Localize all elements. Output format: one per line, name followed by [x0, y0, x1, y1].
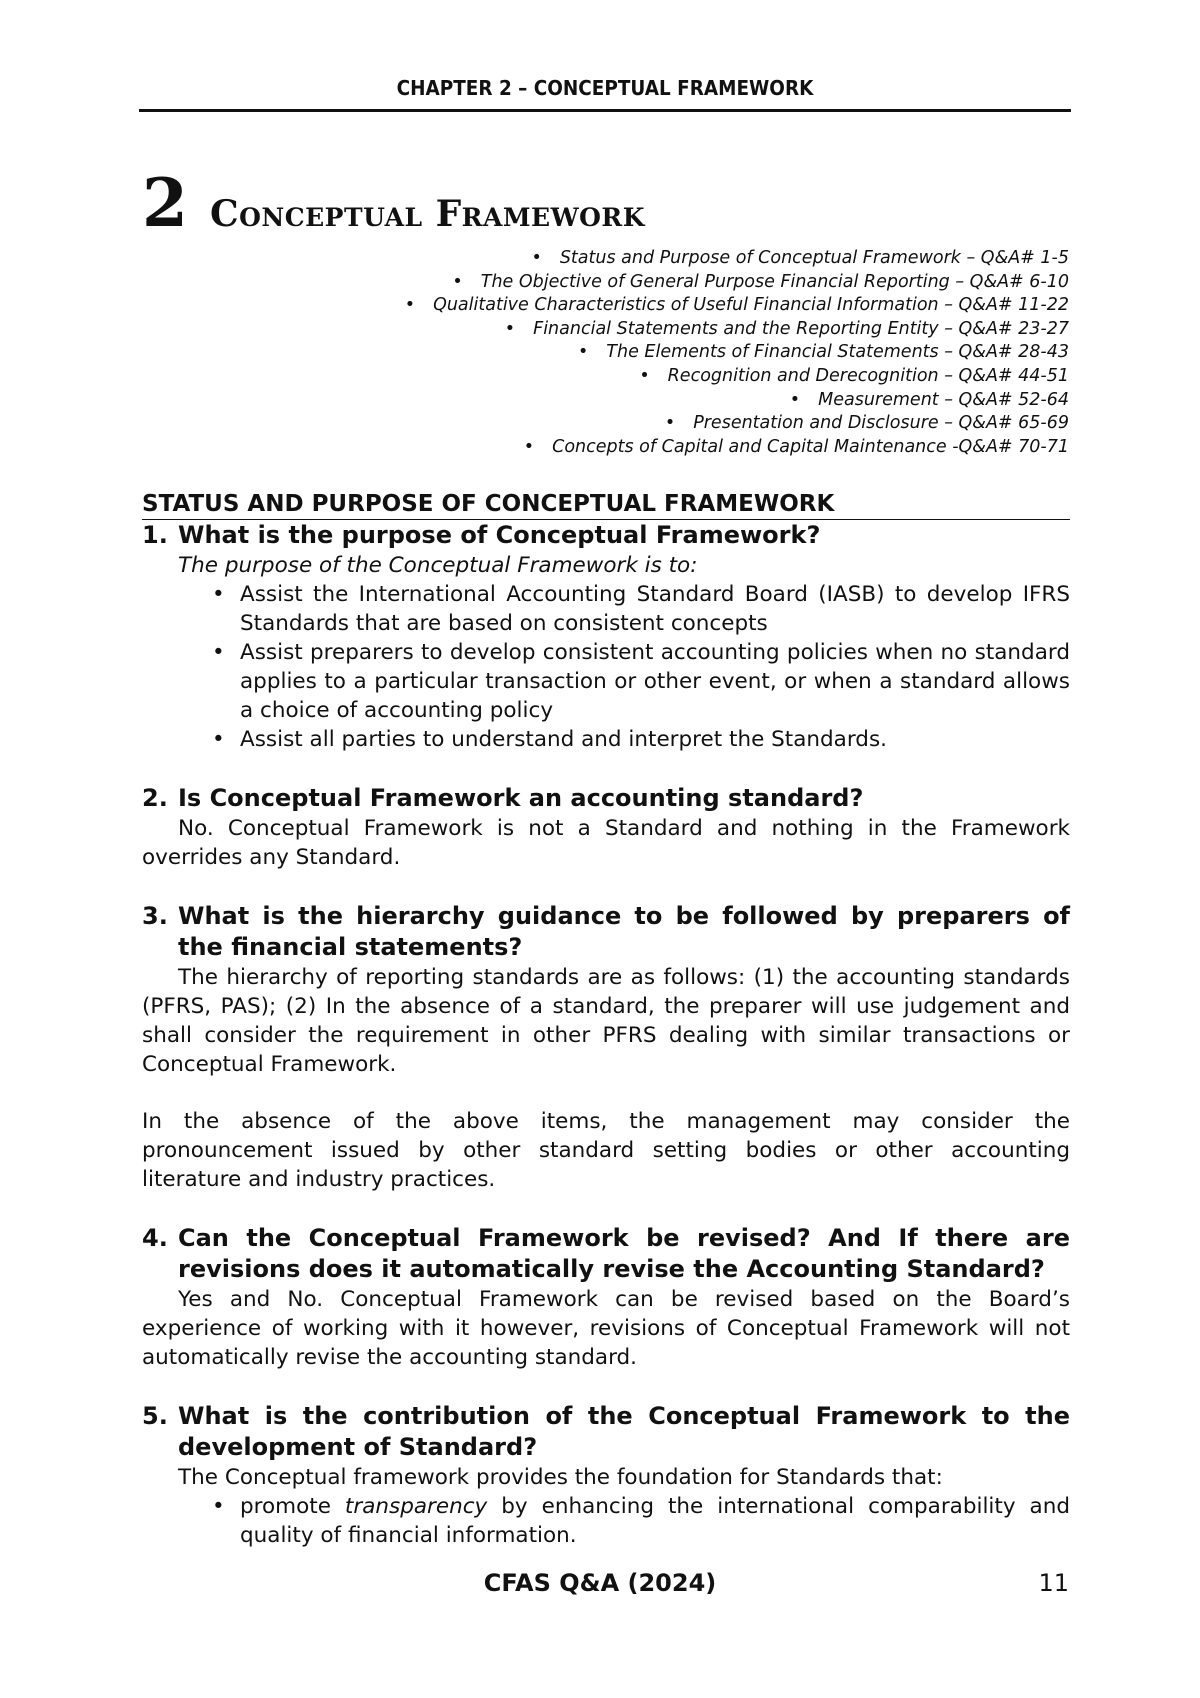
topic-item: • Recognition and Derecognition – Q&A# 44-51 — [639, 365, 1069, 386]
topic-item: • Qualitative Characteristics of Useful Financial Information – Q&A# 11-22 — [404, 295, 1069, 316]
answer-bullets — [212, 580, 1070, 754]
question-heading — [142, 783, 1070, 814]
answer-intro: The purpose of the Conceptual Framework is to: — [178, 553, 698, 578]
list-item: • Assist preparers to develop consistent accounting policies when no standard applies to a particular transaction or other event, or when a standard allows a choice of accounting policy — [212, 638, 1070, 725]
topic-item: • Concepts of Capital and Capital Maintenance -Q&A# 70-71 — [523, 436, 1069, 457]
answer-paragraph: In the absence of the above items, the management may consider the pronouncement issued by other standard setting bodies or other accounting literature and industry practices. — [142, 1109, 1070, 1192]
bullet-icon: • — [404, 295, 416, 316]
bullet-icon: • — [523, 436, 535, 457]
bullet-icon: • — [664, 413, 676, 434]
question-heading — [142, 520, 1070, 551]
bullet-icon: • — [639, 365, 650, 386]
topic-item: • Status and Purpose of Conceptual Framework – Q&A# 1-5 — [531, 248, 1069, 268]
topic-item: • Presentation and Disclosure – Q&A# 65-69 — [664, 413, 1069, 434]
answer-paragraph: Yes and No. Conceptual Framework can be revised based on the Board’s experience of working with it however, revisions of Conceptual Framework will not automatically revise the accounting standard. — [142, 1287, 1070, 1370]
question-number: 1. — [142, 521, 168, 549]
question-text: What is the hierarchy guidance to be followed by preparers of the financial statements? — [178, 902, 1070, 961]
topic-item: • Financial Statements and the Reporting Entity – Q&A# 23-27 — [504, 318, 1069, 339]
list-item: • promote transparency by enhancing the international comparability and quality of financial information. — [212, 1492, 1070, 1550]
topic-item: • The Objective of General Purpose Financial Reporting – Q&A# 6-10 — [452, 271, 1069, 292]
main-content — [142, 490, 1070, 1550]
list-item: • Assist all parties to understand and interpret the Standards. — [212, 725, 1070, 754]
bullet-icon: • — [531, 248, 542, 268]
question-number: 2. — [142, 784, 168, 812]
running-header: CHAPTER 2 – CONCEPTUAL FRAMEWORK — [396, 76, 814, 100]
bullet-icon: • — [452, 271, 463, 292]
chapter-topics-list — [269, 247, 1069, 459]
question-text: Can the Conceptual Framework be revised? And If there are revisions does it automatically revise the Accounting Standard? — [178, 1224, 1070, 1283]
question-number: 3. — [142, 902, 168, 930]
answer-bullets — [212, 1492, 1070, 1550]
answer-intro: The Conceptual framework provides the foundation for Standards that: — [178, 1465, 943, 1490]
chapter-number: 2 — [142, 164, 188, 242]
list-item: • Assist the International Accounting Standard Board (IASB) to develop IFRS Standards that are based on consistent concepts — [212, 580, 1070, 638]
chapter-title — [142, 164, 645, 242]
page-number: 11 — [1038, 1569, 1069, 1597]
section-heading: STATUS AND PURPOSE OF CONCEPTUAL FRAMEWORK — [142, 490, 1070, 520]
answer-paragraph: The hierarchy of reporting standards are as follows: (1) the accounting standards (PFRS, PAS); (2) In the absence of a standard, the preparer will use judgement and shall consider the requirement in other PFRS dealing with similar transactions or Conceptual Framework. — [142, 965, 1070, 1077]
topic-item: • The Elements of Financial Statements – Q&A# 28-43 — [577, 342, 1069, 363]
question-number: 4. — [142, 1224, 168, 1252]
answer-paragraph: No. Conceptual Framework is not a Standard and nothing in the Framework overrides any Standard. — [142, 816, 1070, 870]
question-text: What is the purpose of Conceptual Framework? — [178, 521, 821, 549]
question-heading — [142, 901, 1070, 963]
bullet-icon: • — [789, 389, 801, 410]
chapter-name: Conceptual Framework — [209, 193, 645, 235]
question-heading — [142, 1401, 1070, 1463]
question-heading — [142, 1223, 1070, 1285]
question-text: Is Conceptual Framework an accounting standard? — [178, 784, 864, 812]
header-rule — [139, 109, 1071, 112]
question-text: What is the contribution of the Conceptual Framework to the development of Standard? — [178, 1402, 1070, 1461]
footer-title: CFAS Q&A (2024) — [483, 1569, 717, 1597]
bullet-icon: • — [504, 318, 516, 339]
topic-item: • Measurement – Q&A# 52-64 — [789, 389, 1069, 410]
bullet-icon: • — [577, 342, 589, 363]
question-number: 5. — [142, 1402, 168, 1430]
